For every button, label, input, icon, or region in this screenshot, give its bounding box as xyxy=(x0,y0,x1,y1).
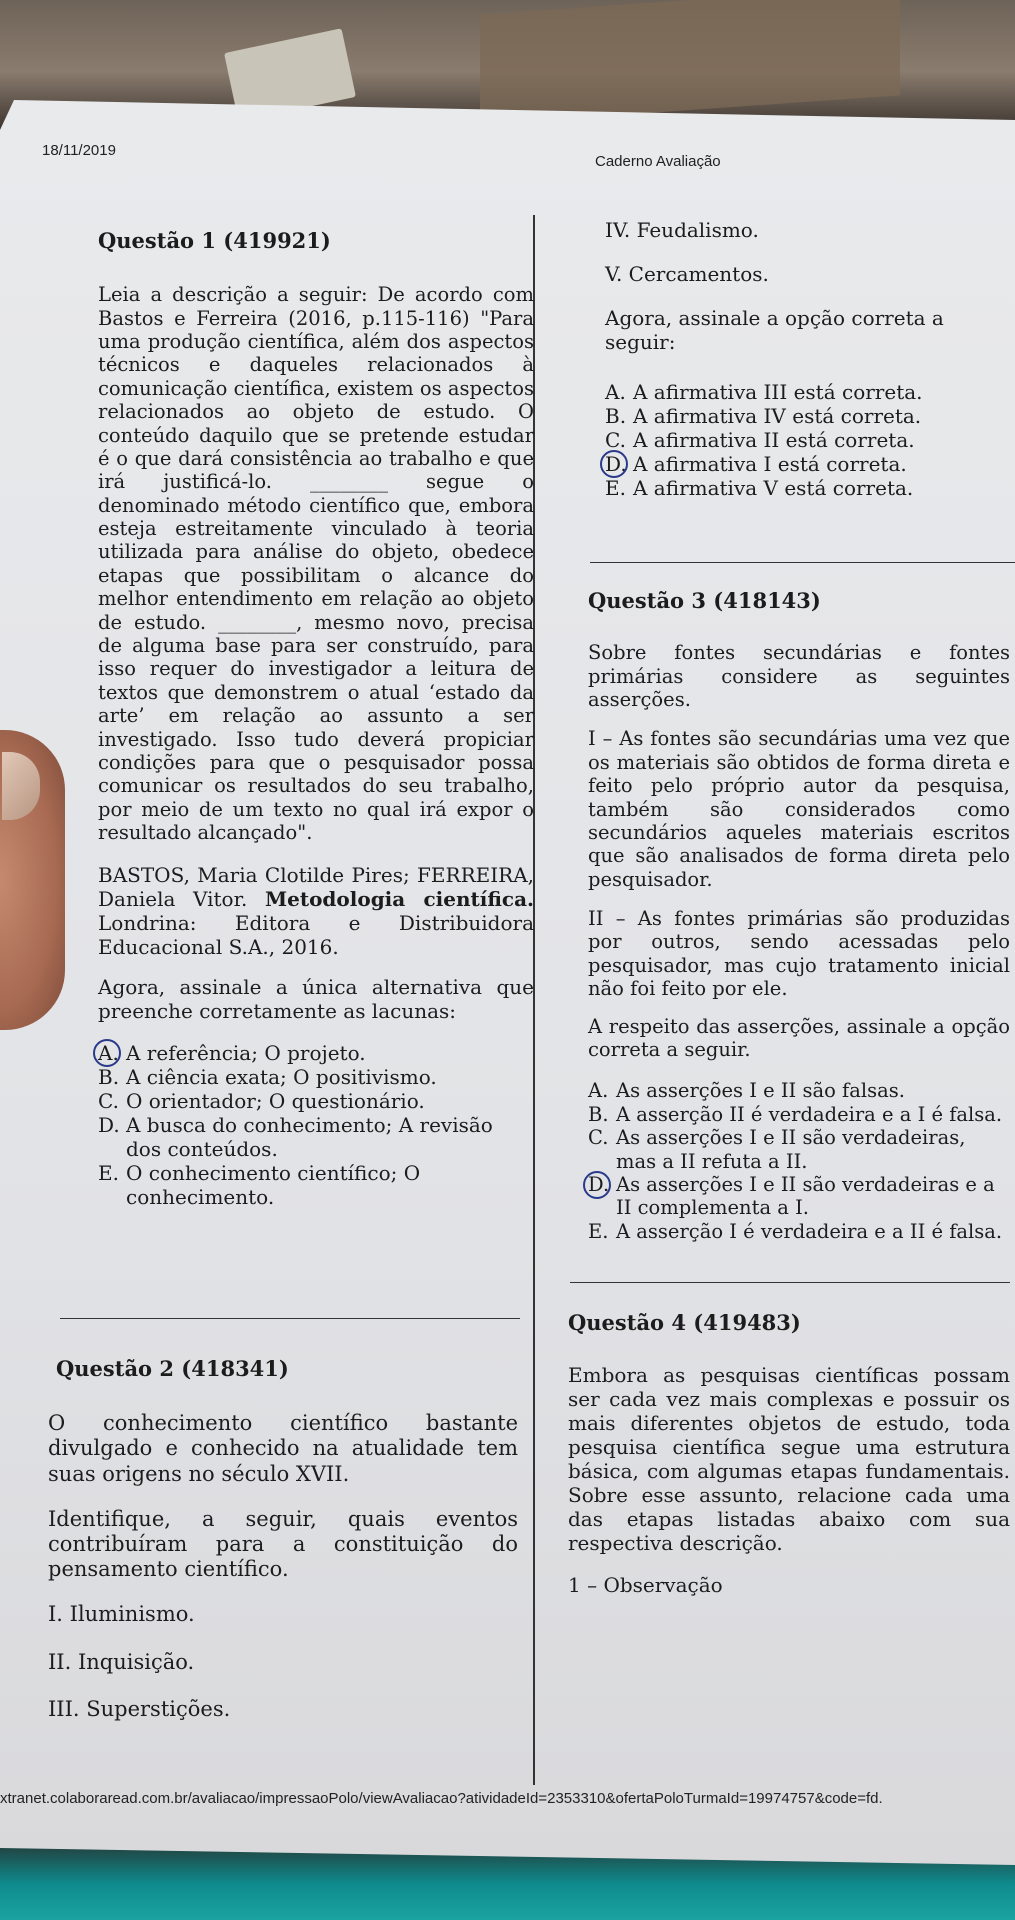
q2-option-d-text: A afirmativa I está correta. xyxy=(633,452,907,476)
q1-option-d-text: A busca do conhecimento; A revisão dos conteúdos. xyxy=(126,1112,493,1161)
q2-text: O conhecimento científico bastante divulgado e conhecido na atualidade tem suas origens no século XVII. xyxy=(48,1411,518,1486)
q1-option-e[interactable] xyxy=(98,1161,534,1209)
q2-option-b-letter: B. xyxy=(605,404,627,428)
q2-option-b-text: A afirmativa IV está correta. xyxy=(633,404,922,428)
q2-option-a[interactable] xyxy=(605,380,1010,404)
q2-option-b[interactable] xyxy=(605,404,1010,428)
q3-option-e-letter: E. xyxy=(588,1219,609,1243)
q3-option-c[interactable] xyxy=(588,1126,1010,1173)
q2-option-d[interactable] xyxy=(605,452,1010,476)
q2-option-a-letter: A. xyxy=(605,380,626,404)
footer-url: xtranet.colaboraread.com.br/avaliacao/impressaoPolo/viewAvaliacao?atividadeId=2353310&ofertaPoloTurmaId=19974757&code=fd. xyxy=(0,1790,883,1807)
q1-reference-title: Metodologia científica. xyxy=(264,886,534,911)
q1-option-c[interactable] xyxy=(98,1089,534,1113)
q1-prompt: Agora, assinale a única alternativa que preenche corretamente as lacunas: xyxy=(98,974,534,1023)
question-3 xyxy=(588,588,1010,1243)
document-title: Caderno Avaliação xyxy=(595,153,721,170)
q3-assertion-1: I – As fontes são secundárias uma vez que os materiais são obtidos de forma direta e feito pelo próprio autor da pesquisa, também são considerados como secundários aqueles materiais escritos que são analisados de forma direta pelo pesquisador. xyxy=(588,727,1010,891)
q3-option-a-text: As asserções I e II são falsas. xyxy=(616,1079,905,1103)
q2-option-a-text: A afirmativa III está correta. xyxy=(633,380,923,404)
q2-option-d-letter: D. xyxy=(605,452,627,476)
q3-text: Sobre fontes secundárias e fontes primárias considere as seguintes asserções. xyxy=(588,641,1010,711)
q3-assertion-2: II – As fontes primárias são produzidas por outros, sendo acessadas pelo pesquisador, mas cujo tratamento inicial não foi feito por ele. xyxy=(588,907,1010,1001)
question-4 xyxy=(568,1310,1010,1597)
q2-option-e-text: A afirmativa V está correta. xyxy=(633,476,914,500)
q2-option-c-text: A afirmativa II está correta. xyxy=(633,428,915,452)
q2-item-4: IV. Feudalismo. xyxy=(605,218,759,242)
q3-separator xyxy=(570,1282,1010,1283)
q2-item-2: II. Inquisição. xyxy=(48,1649,195,1674)
q2-prompt: Identifique, a seguir, quais eventos contribuíram para a constituição do pensamento científico. xyxy=(48,1506,518,1582)
q1-option-b[interactable] xyxy=(98,1065,534,1089)
q1-option-a-letter: A. xyxy=(98,1040,119,1065)
q2-option-c-letter: C. xyxy=(605,428,626,452)
q2-title: Questão 2 (418341) xyxy=(56,1356,289,1381)
q3-option-c-text: As asserções I e II são verdadeiras, mas a II refuta a II. xyxy=(616,1126,966,1173)
q3-option-e-text: A asserção I é verdadeira e a II é falsa. xyxy=(616,1219,1003,1243)
q3-option-d-letter: D. xyxy=(588,1173,610,1220)
q3-option-e[interactable] xyxy=(588,1220,1010,1243)
q1-option-c-text: O orientador; O questionário. xyxy=(126,1088,425,1113)
q2-option-e-letter: E. xyxy=(605,476,626,500)
question-2 xyxy=(48,1356,518,1722)
q1-reference xyxy=(98,863,534,959)
q1-option-e-letter: E. xyxy=(98,1160,119,1185)
q3-option-c-letter: C. xyxy=(588,1126,609,1150)
question-2-continued xyxy=(605,218,1010,500)
q1-separator xyxy=(60,1318,520,1319)
q3-option-b[interactable] xyxy=(588,1103,1010,1126)
q4-text: Embora as pesquisas científicas possam ser cada vez mais complexas e possuir os mais diferentes objetos de estudo, toda pesquisa científica segue uma estrutura básica, com algumas etapas fundamentais. Sobre esse assunto, relacione cada uma das etapas listadas abaixo com sua respectiva descrição. xyxy=(568,1363,1010,1556)
print-date: 18/11/2019 xyxy=(42,142,116,159)
q3-option-d-text: As asserções I e II são verdadeiras e a II complementa a I. xyxy=(616,1173,995,1220)
q1-option-b-text: A ciência exata; O positivismo. xyxy=(126,1064,437,1089)
q1-option-a-text: A referência; O projeto. xyxy=(126,1040,366,1065)
q3-options xyxy=(588,1079,1010,1243)
q2-option-e[interactable] xyxy=(605,476,1010,500)
q1-option-a[interactable] xyxy=(98,1041,534,1065)
q3-option-d[interactable] xyxy=(588,1173,1010,1220)
q2-options xyxy=(605,380,1010,500)
q3-option-b-text: A asserção II é verdadeira e a I é falsa. xyxy=(616,1102,1003,1126)
q3-prompt: A respeito das asserções, assinale a opção correta a seguir. xyxy=(588,1014,1010,1062)
q2-separator xyxy=(590,562,1015,563)
q2-prompt-2: Agora, assinale a opção correta a seguir: xyxy=(605,306,944,354)
q1-option-d-letter: D. xyxy=(98,1112,120,1137)
q2-item-1: I. Iluminismo. xyxy=(48,1602,195,1627)
q1-option-b-letter: B. xyxy=(98,1064,120,1089)
q1-text: Leia a descrição a seguir: De acordo com Bastos e Ferreira (2016, p.115-116) "Para uma produção científica, além dos aspectos técnicos e daqueles relacionados à comunicação científica, existem os aspectos relacionados ao objeto de estudo. O conteúdo daquilo que se pretende estudar é o que dará consistência ao trabalho e que irá justificá-lo. ________ segue o denominado método científico que, embora esteja estreitamente vinculado à teoria utilizada para análise do objeto, obedece etapas que possibilitam o alcance do melhor entendimento em relação ao objeto de estudo. ________, mesmo novo, precisa de alguma base para ser construído, para isso requer do investigador a leitura de textos que demonstrem o atual ‘estado da arte’ em relação ao assunto a ser investigado. Isso tudo deverá propiciar condições para que o pesquisador possa comunicar os resultados do seu trabalho, por meio de um texto no qual irá expor o resultado alcançado". xyxy=(98,283,534,845)
q4-item-1: 1 – Observação xyxy=(568,1573,723,1598)
q1-reference-publisher: Londrina: Editora e Distribuidora Educacional S.A., 2016. xyxy=(98,910,534,959)
q2-item-5: V. Cercamentos. xyxy=(605,262,769,286)
q1-option-c-letter: C. xyxy=(98,1088,119,1113)
q4-title: Questão 4 (419483) xyxy=(568,1310,801,1335)
q1-title: Questão 1 (419921) xyxy=(98,228,331,253)
q3-option-a[interactable] xyxy=(588,1079,1010,1102)
q2-item-3: III. Superstições. xyxy=(48,1696,231,1721)
q3-option-a-letter: A. xyxy=(588,1079,609,1103)
q3-title: Questão 3 (418143) xyxy=(588,588,821,613)
q1-options xyxy=(98,1041,534,1209)
q1-reference-authors: BASTOS, Maria Clotilde Pires; FERREIRA, Daniela Vitor. xyxy=(98,862,534,911)
q3-option-b-letter: B. xyxy=(588,1102,609,1126)
q2-option-c[interactable] xyxy=(605,428,1010,452)
question-1 xyxy=(98,228,534,1209)
q1-option-d[interactable] xyxy=(98,1113,534,1161)
q1-option-e-text: O conhecimento científico; O conhecimento. xyxy=(126,1160,421,1209)
